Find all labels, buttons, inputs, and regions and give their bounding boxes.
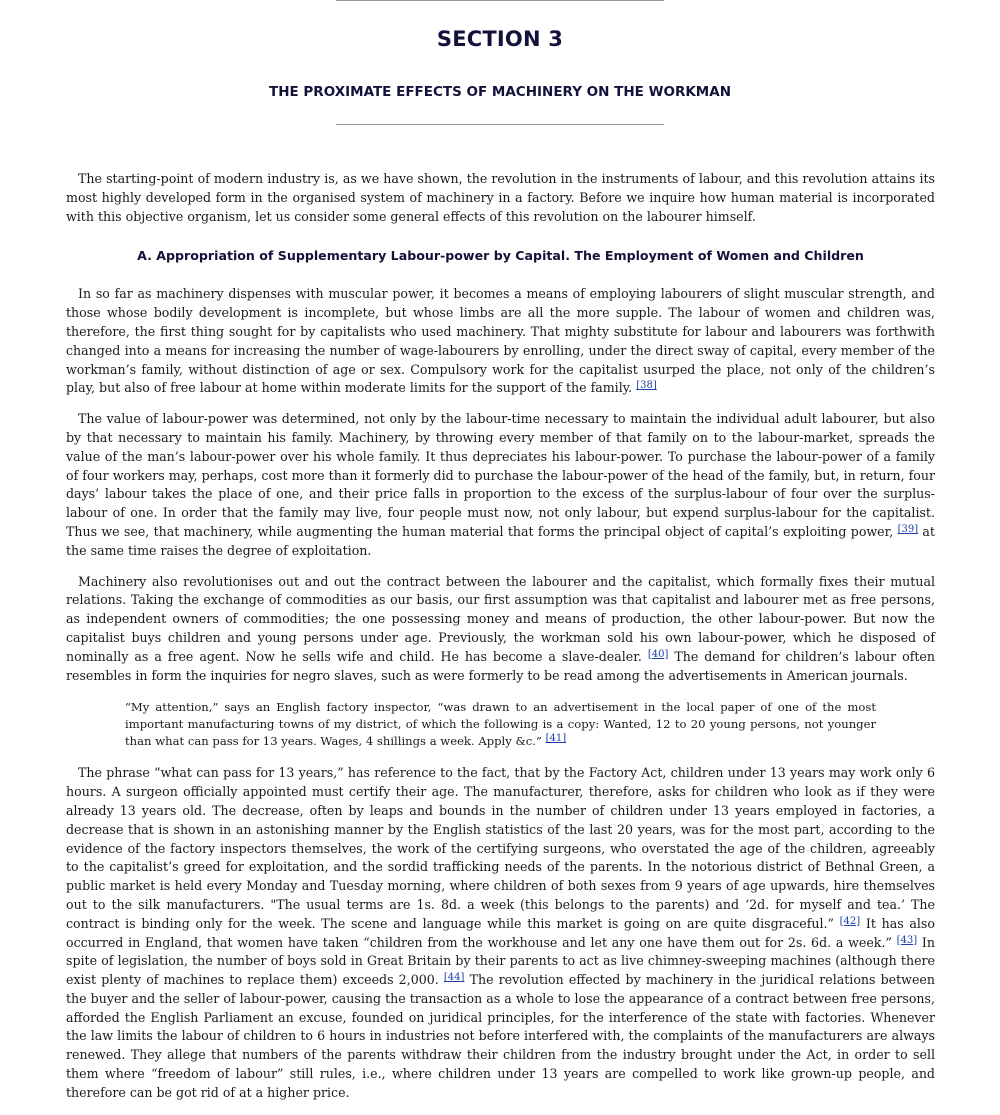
footnote-link-41[interactable]: [41] (545, 733, 567, 745)
article-body (66, 170, 935, 1115)
inspector-quote (125, 699, 876, 750)
footnote-link-43[interactable]: [43] (896, 934, 918, 946)
footnote-ref-38 (636, 380, 657, 391)
footnote-ref-40 (648, 649, 669, 660)
paragraph-3-text-a: Machinery also revolutionises out and out the contract between the labourer and the capitalist, which formally fixes their mutual relations. Taking the exchange of commodities as our basis, our first assumption was that capitalist and labourer met as free persons, as independent owners of commodities; the one possessing money and means of production, the other labour-power. But now the capitalist buys children and young persons under age. Previously, the workman sold his own labour-power, which he disposed of nominally as a free agent. Now he sells wife and child. He has become a slave-dealer. (66, 573, 935, 664)
title-divider (336, 124, 664, 125)
chapter-title: THE PROXIMATE EFFECTS OF MACHINERY ON THE WORKMAN (268, 84, 731, 100)
footnote-link-42[interactable]: [42] (839, 915, 861, 927)
footnote-ref-44 (444, 972, 465, 983)
footnote-ref-42 (840, 916, 861, 927)
paragraph-2 (66, 410, 935, 560)
paragraph-1 (66, 285, 935, 398)
paragraph-2-text-b: at the same time raises the degree of exploitation. (66, 523, 935, 558)
footnote-ref-39 (898, 524, 919, 535)
paragraph-4-text-a: The phrase “what can pass for 13 years,” has reference to the fact, that by the Factory Act, children under 13 years may work only 6 hours. A surgeon officially appointed must certify their age. The manufacturer, therefore, asks for children who look as if they were already 13 years old. The decrease, often by leaps and bounds in the number of children under 13 years employed in factories, a decrease that is shown in an astonishing manner by the English statistics of the last 20 years, was for the most part, according to the evidence of the factory inspectors themselves, the work of the certifying surgeons, who overstated the age of the children, agreeably to the capitalist’s greed for exploitation, and the sordid trafficking needs of the parents. In the notorious district of Bethnal Green, a public market is held every Monday and Tuesday morning, where children of both sexes from 9 years of age upwards, hire themselves out to the silk manufacturers. "The usual terms are 1s. 8d. a week (this belongs to the parents) and ‘2d. for myself and tea.’ The contract is binding only for the week. The scene and language while this market is going on are quite disgraceful.” (66, 765, 935, 931)
footnote-link-40[interactable]: [40] (647, 648, 669, 660)
footnote-link-38[interactable]: [38] (636, 380, 657, 392)
paragraph-1-text: In so far as machinery dispenses with muscular power, it becomes a means of employing labourers of slight muscular strength, and those whose bodily development is incomplete, but whose limbs are all the more supple. The labour of women and children was, therefore, the first thing sought for by capitalists who used machinery. That mighty substitute for labour and labourers was forthwith changed into a means for increasing the number of wage-labourers by enrolling, under the direct sway of capital, every member of the workman’s family, without distinction of age or sex. Compulsory work for the capitalist usurped the place, not only of the children’s play, but also of free labour at home within moderate limits for the support of the family. (66, 286, 935, 396)
section-title: SECTION 3 (436, 27, 564, 51)
footnote-link-39[interactable]: [39] (897, 523, 919, 535)
quote-text: “My attention,” says an English factory inspector, “was drawn to an advertisement in the local paper of one of the most important manufacturing towns of my district, of which the following is a copy: Wanted, 12 to 20 young persons, not younger than what can pass for 13 years. Wages, 4 shillings a week. Apply &c.” (125, 700, 876, 749)
top-divider (336, 0, 664, 1)
footnote-ref-41 (546, 733, 567, 744)
paragraph-4-text-c: In spite of legislation, the number of boys sold in Great Britain by their parents to act as live chimney-sweeping machines (although there exist plenty of machines to replace them) exceeds 2,000. (66, 934, 936, 988)
paragraph-3 (66, 573, 935, 686)
paragraph-4-text-d: The revolution effected by machinery in the juridical relations between the buyer and the seller of labour-power, causing the transaction as a whole to lose the appearance of a contract between free persons, afforded the English Parliament an excuse, founded on juridical principles, for the interference of the state with factories. Whenever the law limits the labour of children to 6 hours in industries not before interfered with, the complaints of the manufacturers are always renewed. They allege that numbers of the parents withdraw their children from the industry brought under the Act, in order to sell them where “freedom of labour” still rules, i.e., where children under 13 years are compelled to work like grown-up people, and therefore can be got rid of at a higher price. (66, 972, 935, 1100)
intro-paragraph: The starting-point of modern industry is, as we have shown, the revolution in the instruments of labour, and this revolution attains its most highly developed form in the organised system of machinery in a factory. Before we inquire how human material is incorporated with this objective organism, let us consider some general effects of this revolution on the labourer himself. (66, 171, 935, 224)
paragraph-4-text-b: It has also occurred in England, that women have taken “children from the workhouse and let any one have them out for 2s. 6d. a week.” (66, 915, 935, 950)
paragraph-4 (66, 764, 935, 1102)
footnote-ref-43 (897, 935, 918, 946)
paragraph-3-text-b: The demand for children’s labour often resembles in form the inquiries for negro slaves, such as were formerly to be read among the advertisements in American journals. (66, 648, 935, 683)
paragraph-2-text-a: The value of labour-power was determined, not only by the labour-time necessary to maintain the individual adult labourer, but also by that necessary to maintain his family. Machinery, by throwing every member of that family on to the labour-market, spreads the value of the man’s labour-power over his whole family. It thus depreciates his labour-power. To purchase the labour-power of a family of four workers may, perhaps, cost more than it formerly did to purchase the labour-power of the head of the family, but, in return, four days’ labour takes the place of one, and their price falls in proportion to the excess of the surplus-labour of four over the surplus-labour of one. In order that the family may live, four people must now, not only labour, but expend surplus-labour for the capitalist. Thus we see, that machinery, while augmenting the human material that forms the principal object of capital’s exploiting power, (66, 411, 935, 539)
subsection-a-heading: A. Appropriation of Supplementary Labour-power by Capital. The Employment of Women and Children (137, 248, 864, 264)
footnote-link-44[interactable]: [44] (443, 972, 465, 984)
